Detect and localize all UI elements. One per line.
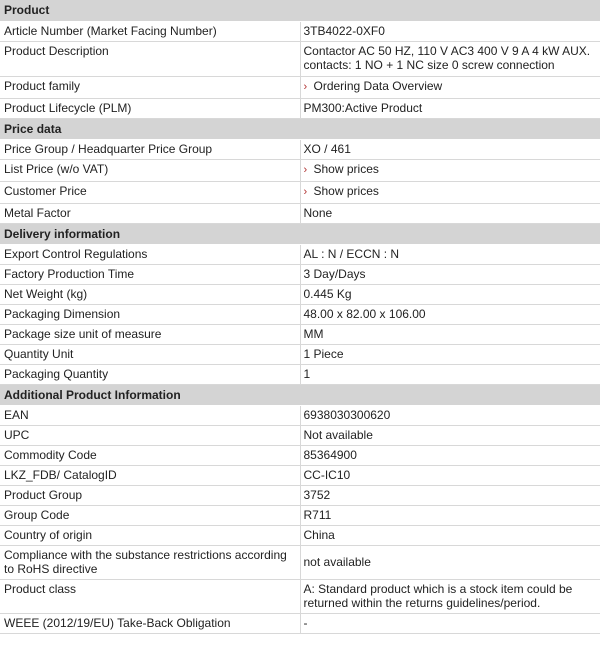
row-value: 48.00 x 82.00 x 106.00: [300, 304, 600, 324]
row-label: List Price (w/o VAT): [0, 159, 300, 181]
table-row: [0, 284, 600, 304]
table-row: [0, 203, 600, 223]
row-value: CC-IC10: [300, 465, 600, 485]
row-label: Packaging Dimension: [0, 304, 300, 324]
row-value: 0.445 Kg: [300, 284, 600, 304]
row-label: Net Weight (kg): [0, 284, 300, 304]
table-row: [0, 579, 600, 613]
row-value: R711: [300, 505, 600, 525]
row-label: Customer Price: [0, 181, 300, 203]
row-label: Product Description: [0, 41, 300, 76]
table-row: [0, 139, 600, 159]
row-value: not available: [300, 545, 600, 579]
row-value: AL : N / ECCN : N: [300, 244, 600, 264]
row-label: Quantity Unit: [0, 344, 300, 364]
row-label: Factory Production Time: [0, 264, 300, 284]
row-value: [300, 159, 600, 181]
row-label: Country of origin: [0, 525, 300, 545]
row-value: PM300:Active Product: [300, 98, 600, 118]
row-label: Package size unit of measure: [0, 324, 300, 344]
table-row: [0, 364, 600, 384]
row-value: None: [300, 203, 600, 223]
row-value: -: [300, 613, 600, 633]
show-list-prices-link[interactable]: Show prices: [313, 161, 379, 176]
row-value: [300, 181, 600, 203]
section-header-price: [0, 118, 600, 139]
table-row: [0, 445, 600, 465]
row-label: Price Group / Headquarter Price Group: [0, 139, 300, 159]
table-row: [0, 344, 600, 364]
table-row: [0, 304, 600, 324]
row-label: Metal Factor: [0, 203, 300, 223]
table-row: [0, 525, 600, 545]
row-value: 3 Day/Days: [300, 264, 600, 284]
row-value: 1 Piece: [300, 344, 600, 364]
table-row: [0, 244, 600, 264]
table-row: [0, 405, 600, 425]
table-row: [0, 545, 600, 579]
show-customer-prices-link[interactable]: Show prices: [313, 183, 379, 198]
table-row: [0, 98, 600, 118]
chevron-right-icon: ›: [303, 185, 308, 198]
chevron-right-icon: ›: [303, 80, 308, 93]
row-value: 3752: [300, 485, 600, 505]
table-row: [0, 425, 600, 445]
section-header-additional: [0, 384, 600, 405]
ordering-data-overview-link[interactable]: Ordering Data Overview: [313, 78, 443, 93]
row-value: 1: [300, 364, 600, 384]
section-title: Product: [0, 0, 600, 21]
row-label: WEEE (2012/19/EU) Take-Back Obligation: [0, 613, 300, 633]
table-row: [0, 76, 600, 98]
row-value: 6938030300620: [300, 405, 600, 425]
section-title: Additional Product Information: [0, 384, 600, 405]
row-label: Compliance with the substance restrictions according to RoHS directive: [0, 545, 300, 579]
table-row: [0, 613, 600, 633]
row-value: [300, 76, 600, 98]
table-row: [0, 264, 600, 284]
row-label: Commodity Code: [0, 445, 300, 465]
table-row: [0, 505, 600, 525]
section-title: Delivery information: [0, 223, 600, 244]
row-label: Product class: [0, 579, 300, 613]
table-row: [0, 181, 600, 203]
table-row: [0, 324, 600, 344]
row-value: Contactor AC 50 HZ, 110 V AC3 400 V 9 A 4 kW AUX. contacts: 1 NO + 1 NC size 0 screw connection: [300, 41, 600, 76]
row-value: 3TB4022-0XF0: [300, 21, 600, 41]
row-label: Packaging Quantity: [0, 364, 300, 384]
row-value: China: [300, 525, 600, 545]
table-row: [0, 485, 600, 505]
row-label: Product family: [0, 76, 300, 98]
table-row: [0, 159, 600, 181]
table-row: [0, 21, 600, 41]
table-row: [0, 465, 600, 485]
row-label: Product Group: [0, 485, 300, 505]
row-value: MM: [300, 324, 600, 344]
row-label: Export Control Regulations: [0, 244, 300, 264]
row-label: Product Lifecycle (PLM): [0, 98, 300, 118]
section-title: Price data: [0, 118, 600, 139]
table-row: [0, 41, 600, 76]
row-label: UPC: [0, 425, 300, 445]
row-value: XO / 461: [300, 139, 600, 159]
section-header-delivery: [0, 223, 600, 244]
row-value: Not available: [300, 425, 600, 445]
chevron-right-icon: ›: [303, 163, 308, 176]
row-label: Group Code: [0, 505, 300, 525]
row-label: Article Number (Market Facing Number): [0, 21, 300, 41]
row-label: EAN: [0, 405, 300, 425]
row-label: LKZ_FDB/ CatalogID: [0, 465, 300, 485]
row-value: A: Standard product which is a stock item could be returned within the returns guidelines/period.: [300, 579, 600, 613]
section-header-product: [0, 0, 600, 21]
row-value: 85364900: [300, 445, 600, 465]
